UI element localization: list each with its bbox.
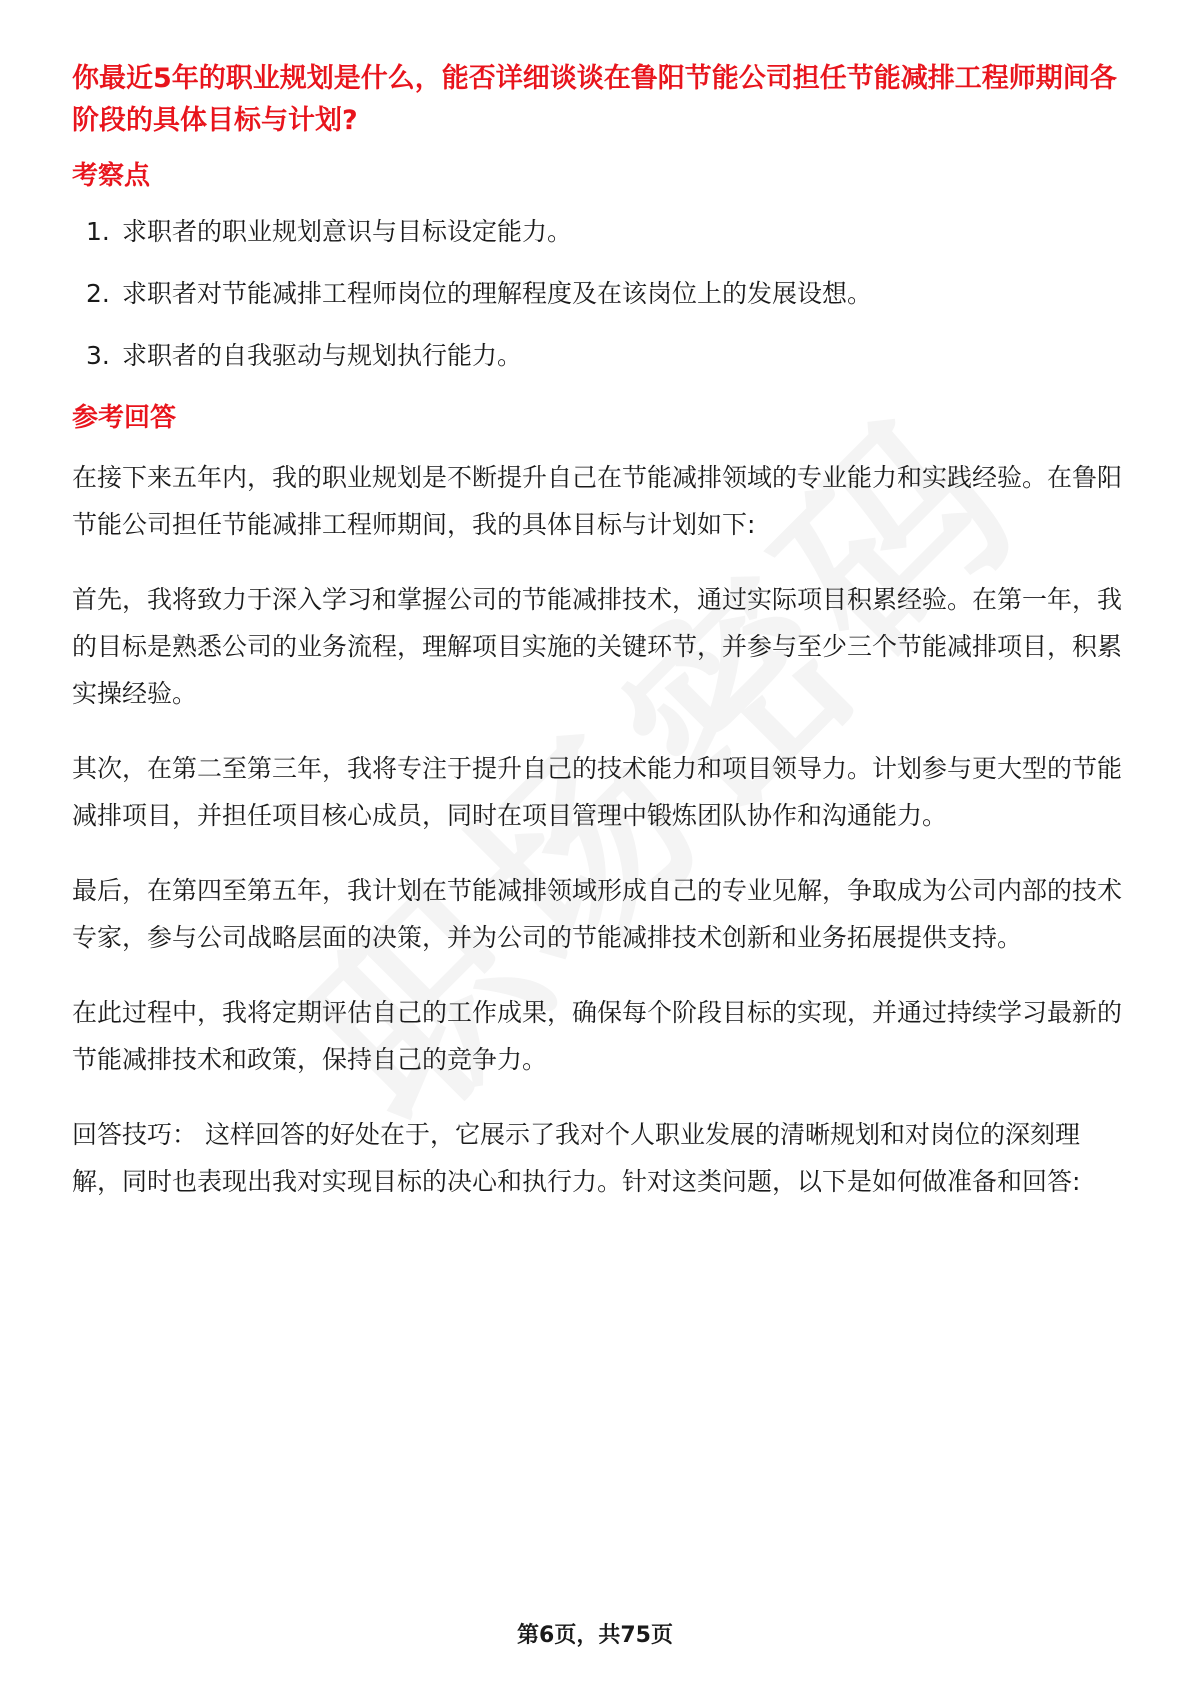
answer-paragraph: 在此过程中，我将定期评估自己的工作成果，确保每个阶段目标的实现，并通过持续学习最新的节能减排技术和政策，保持自己的竞争力。 (72, 998, 1123, 1074)
answer-paragraph: 首先，我将致力于深入学习和掌握公司的节能减排技术，通过实际项目积累经验。在第一年，我的目标是熟悉公司的业务流程，理解项目实施的关键环节，并参与至少三个节能减排项目，积累实操经验。 (72, 585, 1123, 708)
reference-answer-heading: 参考回答 (72, 403, 177, 433)
exam-point-text: 求职者的自我驱动与规划执行能力。 (122, 341, 523, 370)
exam-points-list (72, 212, 1122, 376)
exam-points-heading: 考察点 (72, 161, 151, 191)
exam-point-item (86, 274, 1122, 314)
exam-point-number: 1. (86, 217, 110, 246)
exam-point-item (86, 212, 1122, 252)
answer-tips-paragraph: 回答技巧： 这样回答的好处在于，它展示了我对个人职业发展的清晰规划和对岗位的深刻理解，同时也表现出我对实现目标的决心和执行力。针对这类问题，以下是如何做准备和回答: (72, 1120, 1081, 1196)
question-title: 你最近5年的职业规划是什么，能否详细谈谈在鲁阳节能公司担任节能减排工程师期间各阶段的具体目标与计划? (72, 63, 1117, 136)
exam-point-number: 3. (86, 341, 110, 370)
exam-point-item (86, 336, 1122, 376)
answer-paragraph: 其次，在第二至第三年，我将专注于提升自己的技术能力和项目领导力。计划参与更大型的节能减排项目，并担任项目核心成员，同时在项目管理中锻炼团队协作和沟通能力。 (72, 754, 1123, 830)
exam-point-number: 2. (86, 279, 110, 308)
page-content (72, 58, 1122, 1233)
page-number: 第6页，共75页 (517, 1623, 673, 1648)
answer-paragraph: 最后，在第四至第五年，我计划在节能减排领域形成自己的专业见解，争取成为公司内部的技术专家，参与公司战略层面的决策，并为公司的节能减排技术创新和业务拓展提供支持。 (72, 876, 1123, 952)
exam-point-text: 求职者对节能减排工程师岗位的理解程度及在该岗位上的发展设想。 (122, 279, 873, 308)
exam-point-text: 求职者的职业规划意识与目标设定能力。 (122, 217, 573, 246)
answer-paragraph: 在接下来五年内，我的职业规划是不断提升自己在节能减排领域的专业能力和实践经验。在鲁阳节能公司担任节能减排工程师期间，我的具体目标与计划如下: (72, 463, 1123, 539)
